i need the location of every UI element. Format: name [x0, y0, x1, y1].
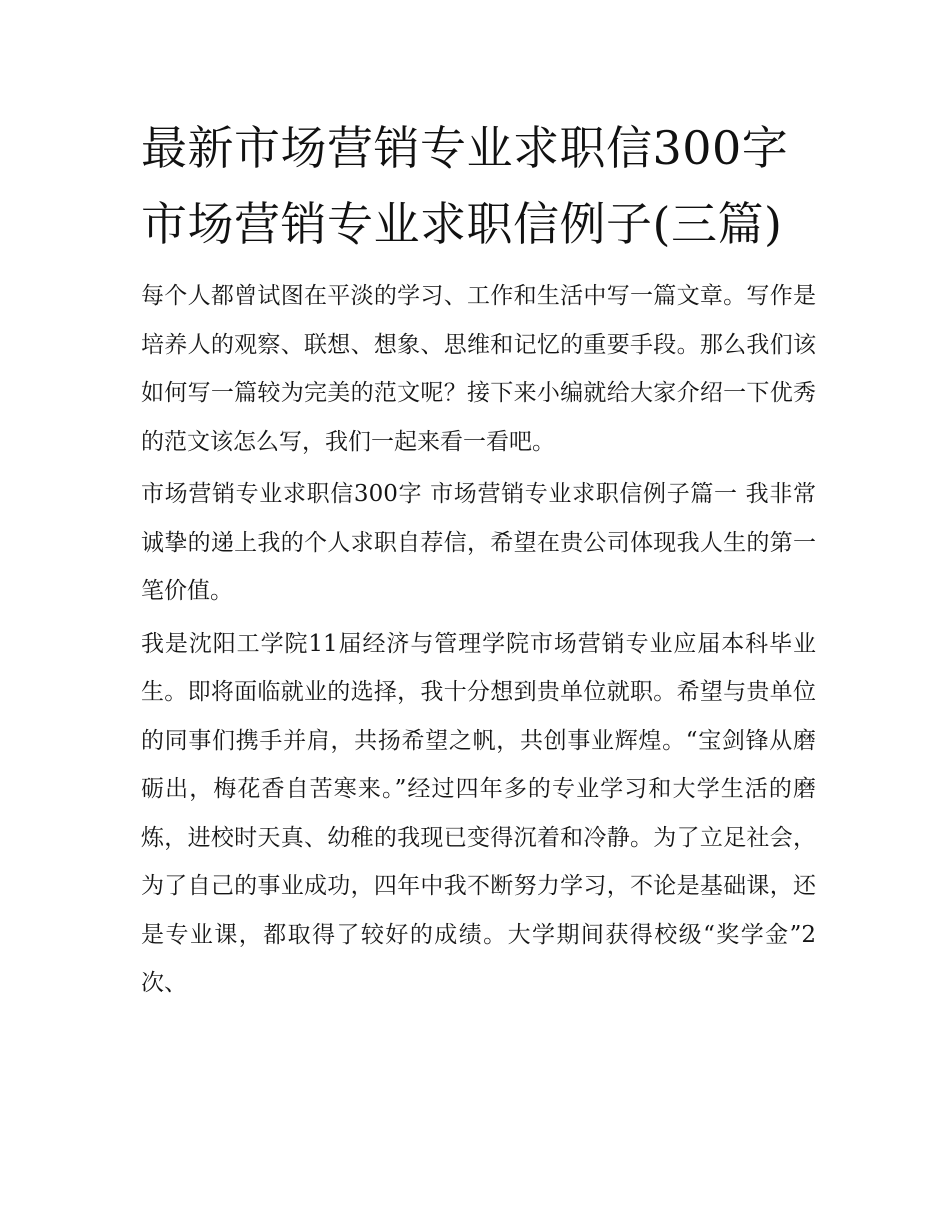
document-body — [141, 272, 816, 1008]
document-title: 最新市场营销专业求职信300字 市场营销专业求职信例子(三篇) — [141, 121, 789, 251]
document-content — [141, 110, 816, 1012]
paragraph-intro: 每个人都曾试图在平淡的学习、工作和生活中写一篇文章。写作是培养人的观察、联想、想象、思维和记忆的重要手段。那么我们该如何写一篇较为完美的范文呢？接下来小编就给大家介绍一下优秀的范文该怎么写，我们一起来看一看吧。 — [141, 283, 816, 455]
paragraph-letter-opening: 市场营销专业求职信300字 市场营销专业求职信例子篇一 我非常诚挚的递上我的个人求职自荐信，希望在贵公司体现我人生的第一笔价值。 — [141, 481, 816, 604]
paragraph-self-introduction: 我是沈阳工学院11届经济与管理学院市场营销专业应届本科毕业生。即将面临就业的选择，我十分想到贵单位就职。希望与贵单位的同事们携手并肩，共扬希望之帆，共创事业辉煌。“宝剑锋从磨砺出，梅花香自苦寒来。”经过四年多的专业学习和大学生活的磨炼，进校时天真、幼稚的我现已变得沉着和冷静。为了立足社会，为了自己的事业成功，四年中我不断努力学习，不论是基础课，还是专业课，都取得了较好的成绩。大学期间获得校级“奖学金”2次、 — [141, 630, 816, 996]
